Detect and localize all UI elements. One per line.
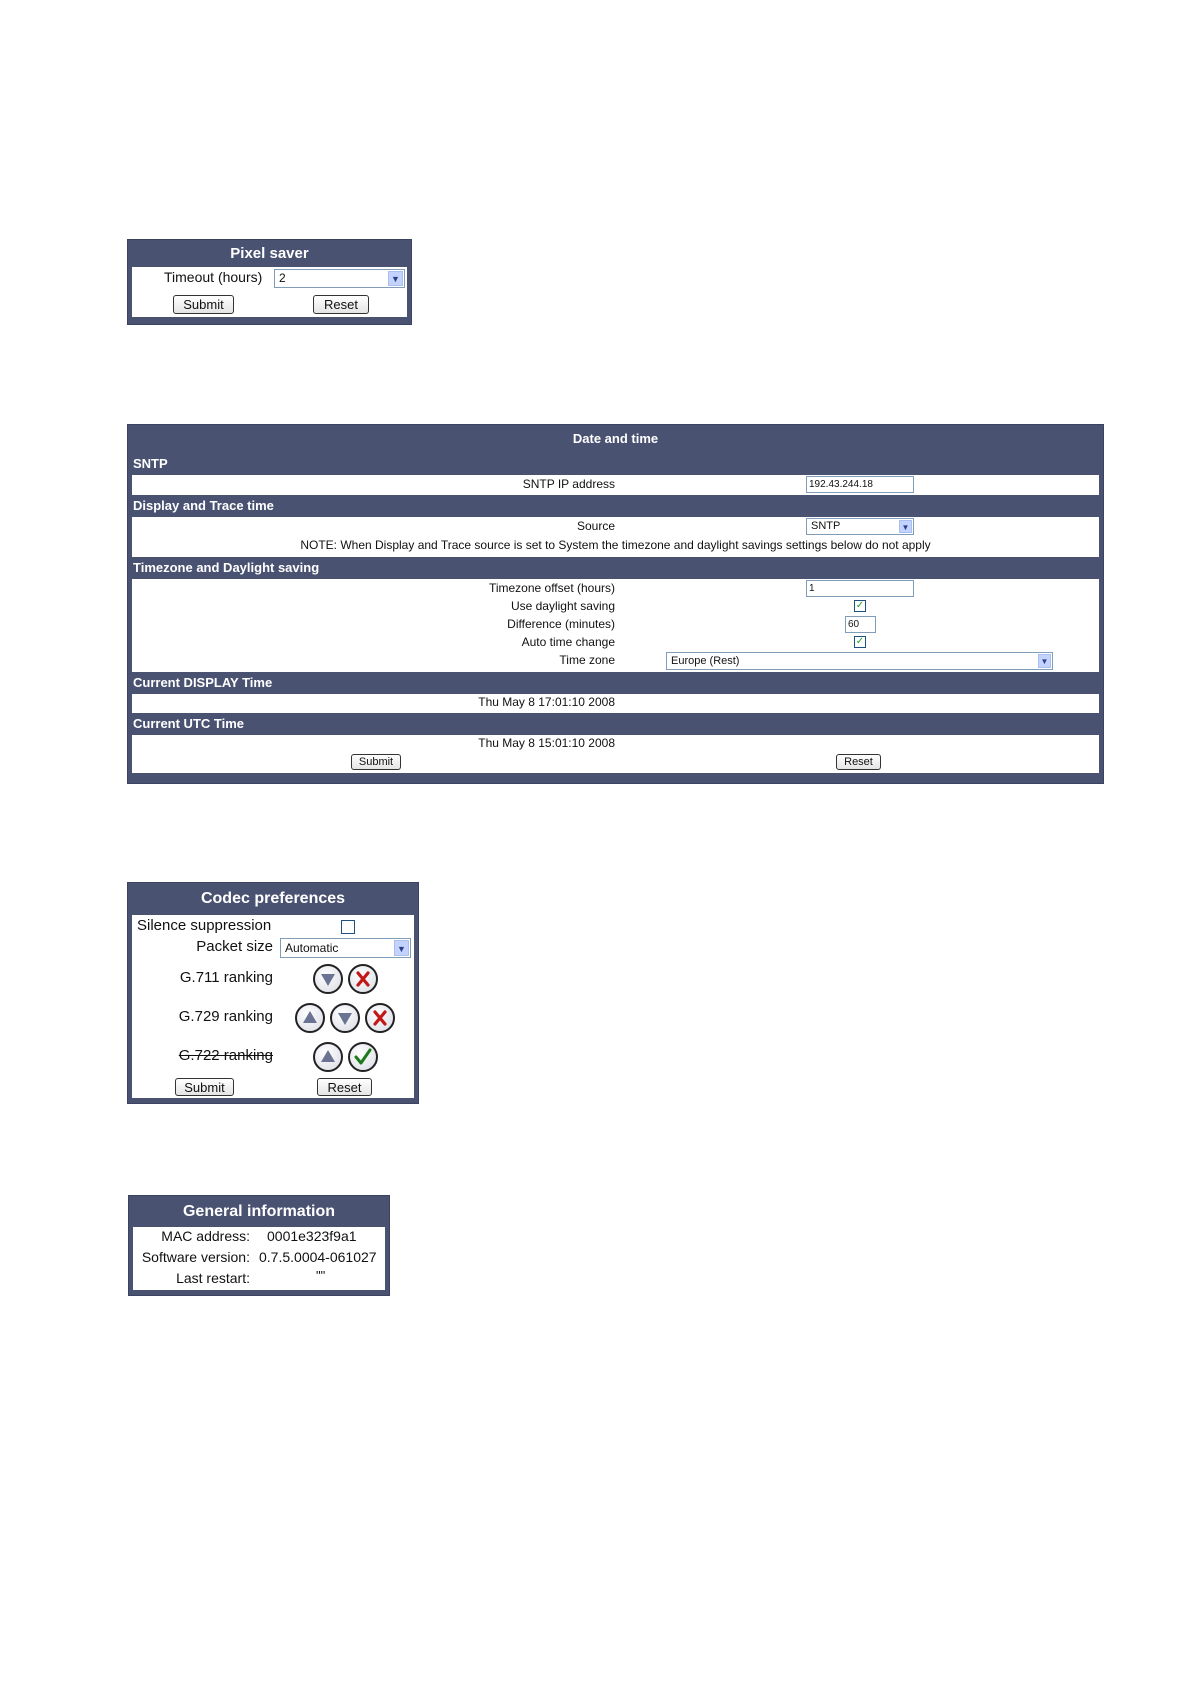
pixel-saver-title: Pixel saver [230, 245, 309, 262]
g729-move-down-button[interactable] [330, 1003, 360, 1033]
sntp-ip-label: SNTP IP address [522, 477, 615, 491]
difference-label: Difference (minutes) [507, 617, 615, 631]
source-select[interactable] [806, 518, 914, 535]
codec-submit-button[interactable]: Submit [175, 1078, 234, 1096]
pixel-saver-body [132, 267, 407, 317]
timezone-body [132, 579, 1099, 672]
display-time-header: Current DISPLAY Time [133, 675, 273, 690]
timezone-offset-label: Timezone offset (hours) [488, 581, 615, 595]
date-time-submit-button[interactable]: Submit [351, 754, 401, 770]
utc-time-body [132, 735, 1099, 773]
general-info-title: General information [182, 1203, 336, 1220]
last-restart-label: Last restart: [176, 1270, 250, 1286]
display-trace-header: Display and Trace time [133, 498, 274, 513]
software-version-label: Software version: [141, 1249, 250, 1265]
display-trace-note: NOTE: When Display and Trace source is set to System the timezone and daylight savings settings below do not apply [300, 538, 931, 552]
arrow-down-icon [315, 966, 341, 992]
pixel-saver-panel [127, 239, 412, 325]
time-zone-select-value: Europe (Rest) [671, 655, 740, 667]
arrow-up-icon [315, 1044, 341, 1070]
cross-icon [367, 1005, 393, 1031]
g711-move-down-button[interactable] [313, 964, 343, 994]
display-time-body [132, 694, 1099, 713]
use-dst-checkbox[interactable]: ✓ [855, 600, 865, 611]
codec-panel [127, 882, 419, 1104]
arrow-up-icon [297, 1005, 323, 1031]
pixel-saver-reset-button[interactable]: Reset [313, 295, 369, 314]
g722-ranking-label: G.722 ranking [178, 1047, 273, 1064]
chevron-down-icon[interactable]: ▼ [394, 940, 409, 956]
codec-reset-button[interactable]: Reset [317, 1078, 372, 1096]
mac-address-label: MAC address: [161, 1228, 250, 1244]
silence-suppression-label: Silence suppression [137, 917, 272, 934]
use-dst-label: Use daylight saving [510, 599, 615, 613]
g722-move-up-button[interactable] [313, 1042, 343, 1072]
general-info-panel [128, 1195, 390, 1296]
display-time-value: Thu May 8 17:01:10 2008 [478, 695, 615, 709]
silence-suppression-checkbox[interactable] [341, 920, 355, 934]
sntp-body [132, 475, 1099, 495]
arrow-down-icon [332, 1005, 358, 1031]
timezone-offset-input[interactable]: 1 [806, 580, 914, 597]
source-select-value: SNTP [811, 520, 841, 532]
auto-time-change-label: Auto time change [521, 635, 615, 649]
last-restart-value: "" [316, 1268, 326, 1283]
date-time-title: Date and time [572, 431, 659, 446]
pixel-saver-submit-button[interactable]: Submit [173, 295, 234, 314]
timeout-select-value: 2 [279, 271, 286, 285]
chevron-down-icon[interactable]: ▼ [388, 271, 403, 286]
g729-ranking-label: G.729 ranking [178, 1008, 273, 1025]
packet-size-select-value: Automatic [285, 941, 339, 955]
g711-ranking-label: G.711 ranking [179, 969, 273, 986]
sntp-header: SNTP [133, 456, 168, 471]
packet-size-select[interactable] [280, 938, 411, 958]
time-zone-select[interactable] [666, 652, 1053, 670]
timeout-select[interactable] [274, 269, 405, 288]
g722-enable-button[interactable] [348, 1042, 378, 1072]
g729-move-up-button[interactable] [295, 1003, 325, 1033]
software-version-value: 0.7.5.0004-061027 [259, 1249, 377, 1265]
time-zone-label: Time zone [559, 653, 615, 667]
checkmark-icon [350, 1044, 376, 1070]
display-trace-body [132, 517, 1099, 557]
auto-time-change-checkbox[interactable]: ✓ [855, 636, 865, 647]
utc-time-header: Current UTC Time [133, 716, 244, 731]
general-info-body [133, 1227, 385, 1290]
codec-body [132, 915, 414, 1098]
sntp-ip-input[interactable]: 192.43.244.18 [806, 476, 914, 493]
packet-size-label: Packet size [196, 938, 273, 955]
cross-icon [350, 966, 376, 992]
date-time-panel [127, 424, 1104, 784]
chevron-down-icon[interactable]: ▼ [1038, 654, 1051, 668]
chevron-down-icon[interactable]: ▼ [899, 520, 912, 533]
date-time-reset-button[interactable]: Reset [836, 754, 881, 770]
codec-title: Codec preferences [200, 890, 346, 907]
timeout-label: Timeout (hours) [164, 269, 263, 285]
g711-disable-button[interactable] [348, 964, 378, 994]
source-label: Source [576, 519, 615, 533]
timezone-header: Timezone and Daylight saving [133, 560, 320, 575]
g729-disable-button[interactable] [365, 1003, 395, 1033]
difference-input[interactable]: 60 [845, 616, 876, 633]
utc-time-value: Thu May 8 15:01:10 2008 [478, 736, 615, 750]
mac-address-value: 0001e323f9a1 [267, 1228, 357, 1244]
